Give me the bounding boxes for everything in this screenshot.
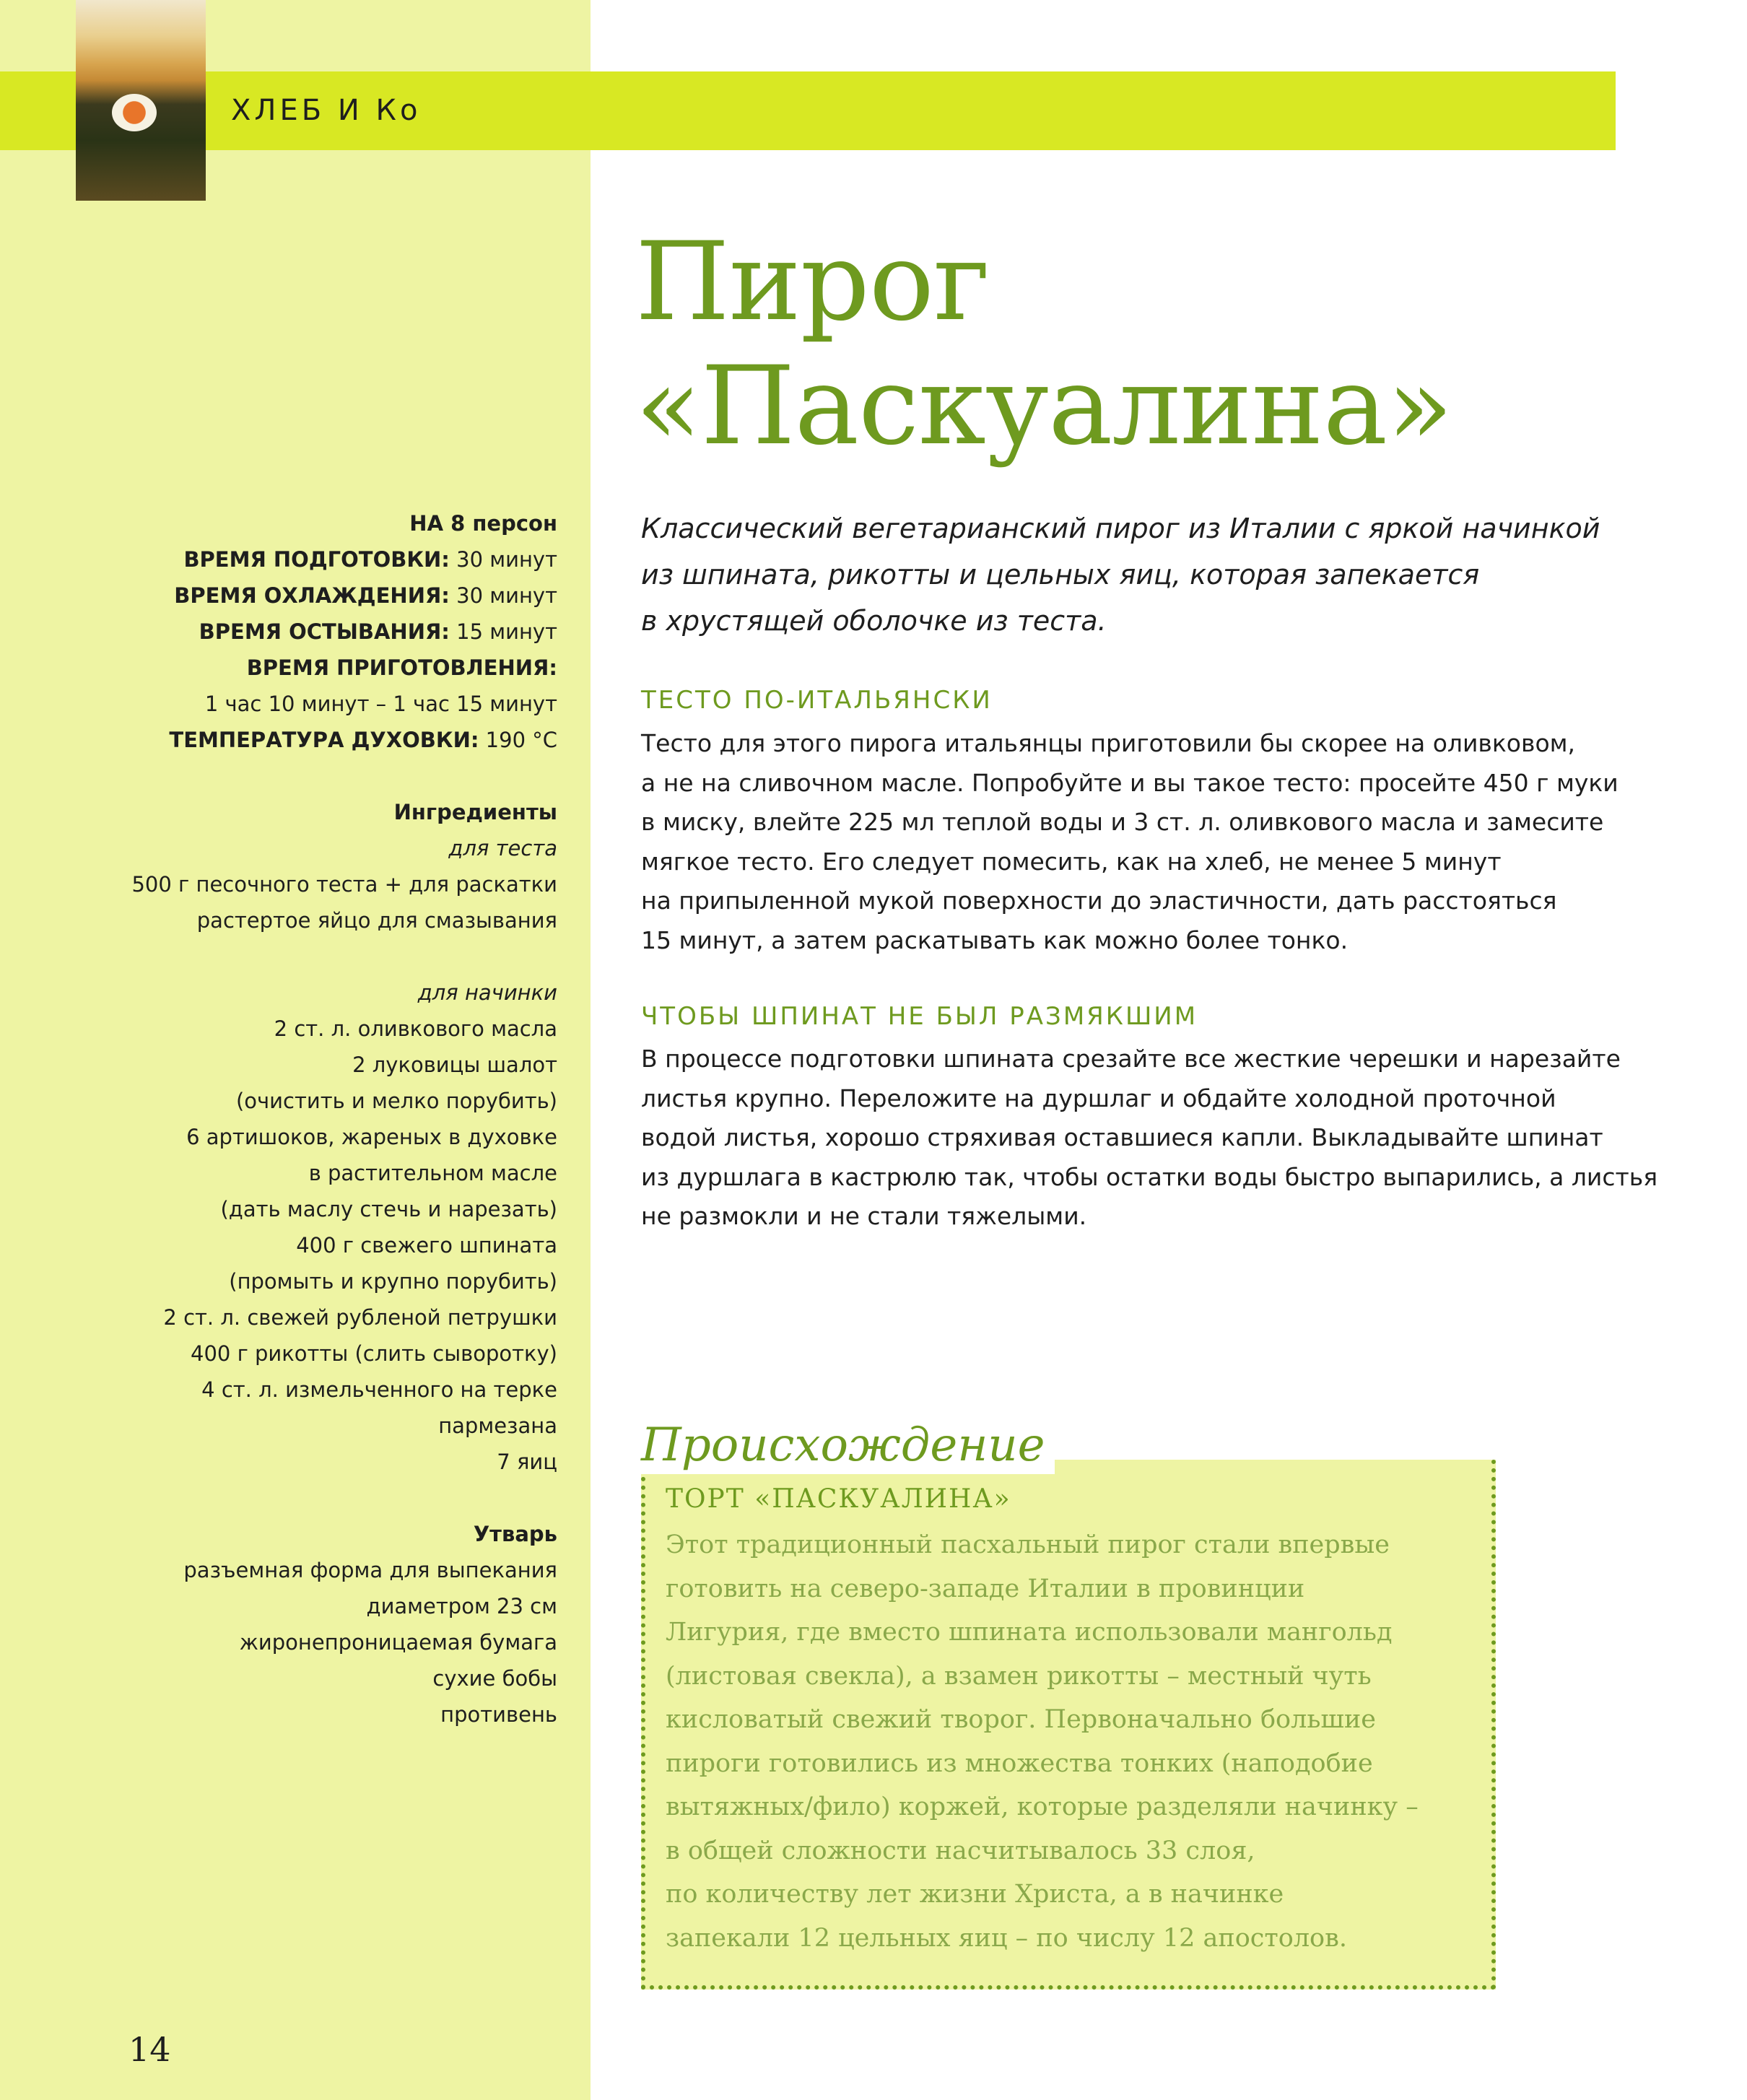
ingredient-item: растертое яйцо для смазывания [196,908,557,933]
oven-temp [52,722,557,758]
intro-line: из шпината, рикотты и цельных яиц, которая запекается [641,559,1480,591]
origin-line: кисловатый свежий творог. Первоначально большие [666,1705,1376,1734]
tip1-line: на припыленной мукой поверхности до эластичности, дать расстояться [641,886,1557,915]
servings: НА 8 персон [409,511,557,536]
origin-line: готовить на северо-западе Италии в провинции [666,1574,1305,1603]
cool-time [52,614,557,650]
origin-line: по количеству лет жизни Христа, а в начинке [666,1880,1284,1909]
ingredient-item: 2 ст. л. оливкового масла [274,1016,557,1041]
ingredient-item: 500 г песочного теста + для раскатки [131,872,557,897]
origin-line: Лигурия, где вместо шпината использовали мангольд [666,1618,1393,1647]
utensil-item: сухие бобы [432,1666,557,1691]
title-line-1: Пирог [635,219,990,345]
ingredient-item: 4 ст. л. измельченного на терке [201,1377,557,1402]
section-label: ХЛЕБ И Ко [231,94,422,127]
tip1-line: Тесто для этого пирога итальянцы приготовили бы скорее на оливковом, [641,729,1576,757]
origin-line: запекали 12 цельных яиц – по числу 12 апостолов. [666,1923,1347,1953]
ingredients-heading: Ингредиенты [393,800,557,824]
tip1-line: 15 минут, а затем раскатывать как можно более тонко. [641,925,1349,954]
utensil-item: противень [440,1702,557,1727]
utensil-item: разъемная форма для выпекания [183,1558,557,1582]
ingredient-item: пармезана [438,1413,557,1438]
ingredient-item: 400 г свежего шпината [296,1233,557,1258]
filling-subheading: для начинки [417,980,557,1005]
origin-line: Этот традиционный пасхальный пирог стали впервые [666,1530,1390,1559]
utensil-item: жиронепроницаемая бумага [239,1630,557,1655]
tip2-line: водой листья, хорошо стряхивая оставшиеся капли. Выкладывайте шпинат [641,1123,1603,1151]
cook-time-value: 1 час 10 минут – 1 час 15 минут [204,692,557,716]
utensil-item: диаметром 23 см [366,1594,557,1618]
utensils-heading: Утварь [473,1522,557,1546]
ingredient-item: 400 г рикотты (слить сыворотку) [191,1341,557,1366]
recipe-meta [52,505,557,1733]
ingredient-item: 2 ст. л. свежей рубленой петрушки [163,1305,557,1330]
egg-slice-image [112,94,157,131]
tip2-line: не размокли и не стали тяжелыми. [641,1202,1087,1230]
origin-line: (листовая свекла), а взамен рикотты – местный чуть [666,1661,1372,1691]
intro-line: в хрустящей оболочке из теста. [641,605,1107,637]
ingredient-item: 6 артишоков, жареных в духовке [186,1125,557,1149]
tip1-heading: ТЕСТО ПО-ИТАЛЬЯНСКИ [641,686,993,715]
ingredient-item: в растительном масле [308,1161,557,1185]
prep-time-label: ВРЕМЯ ПОДГОТОВКИ: [183,547,450,572]
intro-line: Классический вегетарианский пирог из Италии с яркой начинкой [641,513,1600,544]
origin-line: в общей сложности насчитывалось 33 слоя, [666,1836,1255,1865]
oven-temp-label: ТЕМПЕРАТУРА ДУХОВКИ: [169,728,479,752]
dough-subheading: для теста [448,836,557,861]
cook-time-label: ВРЕМЯ ПРИГОТОВЛЕНИЯ: [246,655,557,680]
tip2-text [641,1040,1658,1237]
origin-line: вытяжных/фило) коржей, которые разделяли начинку – [666,1792,1419,1821]
origin-line: пироги готовились из множества тонких (наподобие [666,1748,1373,1778]
ingredient-item: 2 луковицы шалот [352,1053,557,1077]
chill-time [52,578,557,614]
origin-subtitle: ТОРТ «ПАСКУАЛИНА» [666,1484,1011,1514]
recipe-title [635,220,1452,469]
cool-time-value: 15 минут [456,619,557,644]
recipe-intro [641,505,1608,644]
page-number: 14 [128,2030,171,2069]
ingredient-item: 7 яиц [497,1450,557,1474]
origin-text [666,1523,1474,1960]
oven-temp-value: 190 °C [485,728,557,752]
title-line-2: «Паскуалина» [635,344,1452,469]
tip1-line: в миску, влейте 225 мл теплой воды и 3 ст. л. оливкового масла и замесите [641,808,1604,836]
prep-time-value: 30 минут [456,547,557,572]
ingredient-item: (дать маслу стечь и нарезать) [220,1197,557,1221]
chill-time-label: ВРЕМЯ ОХЛАЖДЕНИЯ: [174,583,450,608]
tip1-line: а не на сливочном масле. Попробуйте и вы такое тесто: просейте 450 г муки [641,768,1619,797]
ingredient-item: (очистить и мелко порубить) [235,1089,557,1113]
tip2-line: листья крупно. Переложите на дуршлаг и обдайте холодной проточной [641,1084,1556,1112]
tip2-line: из дуршлага в кастрюлю так, чтобы остатки воды быстро выпарились, а листья [641,1162,1658,1191]
cool-time-label: ВРЕМЯ ОСТЫВАНИЯ: [199,619,450,644]
tip1-line: мягкое тесто. Его следует помесить, как на хлеб, не менее 5 минут [641,847,1502,876]
tip2-heading: ЧТОБЫ ШПИНАТ НЕ БЫЛ РАЗМЯКШИМ [641,1002,1198,1031]
origin-title: Происхождение [641,1416,1055,1474]
ingredient-item: (промыть и крупно порубить) [229,1269,557,1294]
tip2-line: В процессе подготовки шпината срезайте все жесткие черешки и нарезайте [641,1045,1621,1073]
prep-time [52,541,557,578]
chill-time-value: 30 минут [456,583,557,608]
tip1-text [641,724,1619,960]
pie-photo-thumbnail [76,0,206,201]
